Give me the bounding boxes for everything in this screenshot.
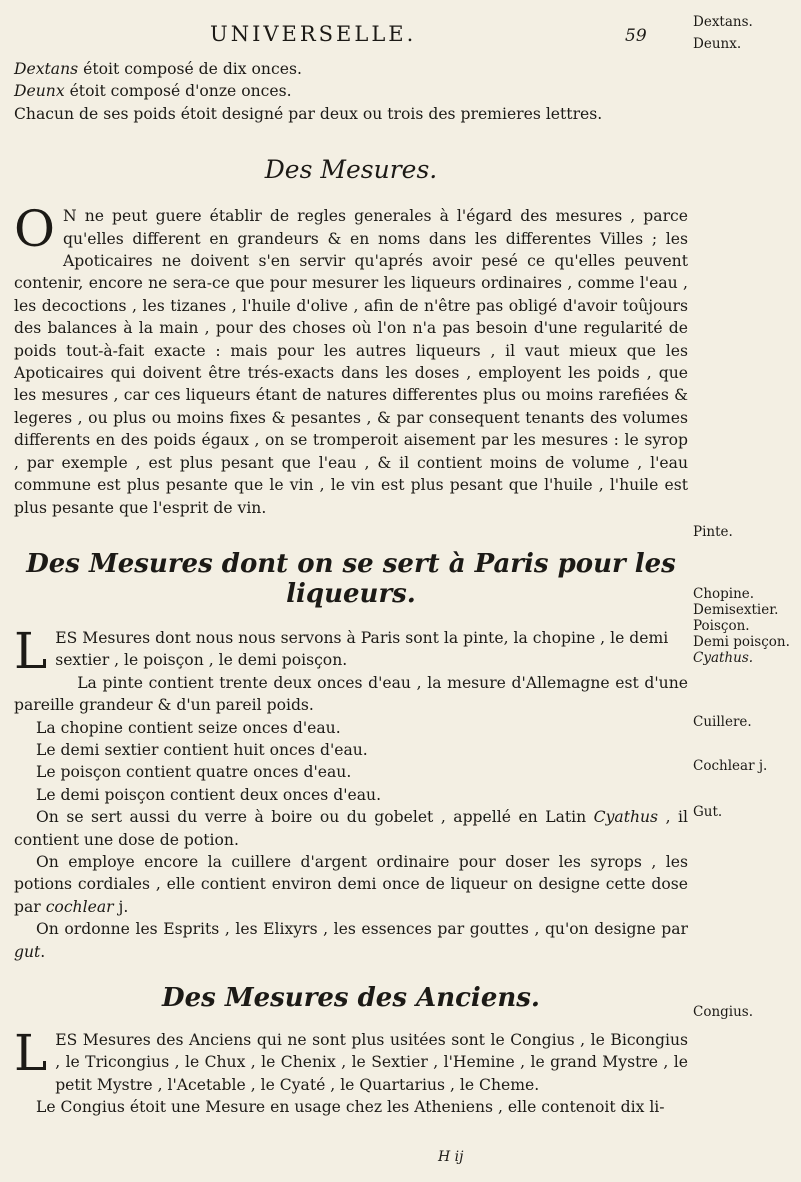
margin-note-group [693,586,801,666]
dropcap-l-anciens: L [14,1024,48,1082]
margin-note-dextans [693,14,801,30]
signature-mark: H ij [438,1149,464,1165]
intro-line-2 [14,80,688,102]
term-cochlear: cochlear [45,897,114,916]
term-cyathus: Cyathus [593,808,659,827]
paragraph-mesures-text: N ne peut guere établir de regles generales à l'égard des mesures , parce qu'elles different en grandeurs & en noms dans les differentes Villes ; les Apoticaires ne doivent s'en servir qu'aprés avoir pesé ce qu'elles peuvent contenir, encore ne sera-ce que pour mesurer les liqueurs ordinaires , comme l'eau , les decoctions , les tizanes , l'huile d'olive , afin de n'être pas obligé d'avoir toûjours des balances à la main , pour des choses où l'on n'a pas besoin d'une regularité de poids tout-à-fait exacte : mais pour les autres liqueurs , il vaut mieux que les Apoticaires qui doivent être trés-exacts dans les doses , employent les poids , que les mesures , car ces liqueurs étant de natures differentes plus ou moins rarefiées & legeres , ou plus ou moins fixes & pesantes , & par consequent tenants des volumes differents en des poids égaux , on se tromperoit aisement par les mesures : le syrop , par exemple , est plus pesant que l'eau , & il contient moins de volume , l'eau commune est plus pesante que le vin , le vin est plus pesant que l'huile , l'huile est plus pesante que l'esprit de vin. [14,207,688,517]
margin-note-cuillere [693,714,801,730]
line-demi-sextier: Le demi sextier contient huit onces d'eau. [36,740,368,759]
page-number: 59 [625,26,647,46]
margin-cuillere-text: Cuillere. [693,714,752,730]
main-text [14,58,688,1119]
line-cyathus [14,806,688,851]
paragraph-anciens-text: ES Mesures des Anciens qui ne sont plus usitées sont le Congius , le Bicongius , le Tricongius , le Chux , le Chenix , le Sextier , l'Hemine , le grand Mystre , le petit Mystre , l'Acetable , le Cyaté , le Quartarius , le Cheme. [55,1031,688,1094]
heading-mesures-anciens: Des Mesures des Anciens. [162,983,540,1013]
dropcap-o: O [14,200,55,259]
cyathus-text-a: On se sert aussi du verre à boire ou du gobelet , appellé en Latin [36,808,594,827]
page-footer [0,1149,801,1171]
intro-line-1-text: étoit composé de dix onces. [78,60,302,78]
line-poisson: Le poisçon contient quatre onces d'eau. [36,763,352,782]
margin-note-cochlear [693,758,801,774]
margin-deunx-text: Deunx. [693,36,742,52]
line-chopine: La chopine contient seize onces d'eau. [36,718,341,737]
gut-text-a: On ordonne les Esprits , les Elixyrs , les essences par gouttes , qu'on designe par [36,920,688,939]
line-demi-poisson: Le demi poisçon contient deux onces d'eau. [36,785,382,804]
paris-measures-list [14,621,688,963]
paragraph-paris-intro [14,621,688,680]
paragraph-mesures [14,200,688,519]
line-cuillere [14,851,688,918]
cuillere-text-b: j. [113,897,129,916]
gut-text-b: . [40,942,46,961]
running-head [0,22,801,50]
line-pinte: La pinte contient trente deux onces d'eau , la mesure d'Allemagne est d'une pareille grandeur & d'un pareil poids. [14,673,688,715]
margin-congius-text: Congius. [693,1004,754,1020]
running-title: UNIVERSELLE. [210,22,417,46]
margin-note-gut [693,804,801,820]
margin-cyathus-text: Cyathus. [693,650,754,666]
term-dextans: Dextans [14,60,79,78]
intro-line-1 [14,58,688,80]
intro-line-2-text: étoit composé d'onze onces. [64,82,292,101]
margin-demisextier-text: Demisextier. [693,602,779,618]
margin-dextans-text: Dextans. [693,14,753,30]
term-gut: gut [14,942,41,961]
dropcap-l: L [14,621,48,680]
margin-demipoisson-text: Demi poisçon. [693,634,790,650]
margin-note-pinte [693,524,801,540]
margin-note-deunx [693,36,801,52]
line-congius: Le Congius étoit une Mesure en usage chez les Atheniens , elle contenoit dix li- [36,1098,665,1117]
term-deunx: Deunx [14,82,65,101]
heading-mesures-paris: Des Mesures dont on se sert à Paris pour les liqueurs. [26,548,676,609]
line-gut [14,918,688,963]
margin-gut-text: Gut. [693,804,723,820]
cuillere-text-a: On employe encore la cuillere d'argent ordinaire pour doser les syrops , les potions cordiales , elle contient environ demi once de liqueur on designe cette dose par [14,852,688,916]
margin-poisson-text: Poisçon. [693,618,750,634]
margin-cochlear-text: Cochlear j. [693,758,768,774]
paris-intro-text: ES Mesures dont nous nous servons à Paris sont la pinte, la chopine , le demi sextier , le poisçon , le demi poisçon. [55,628,669,670]
paragraph-anciens [14,1024,688,1096]
cyathus-text-b: , il contient une dose de potion. [14,808,688,849]
intro-line-3: Chacun de ses poids étoit designé par deux ou trois des premieres lettres. [14,104,603,123]
margin-pinte-text: Pinte. [693,524,733,540]
margin-chopine-text: Chopine. [693,586,755,602]
heading-des-mesures: Des Mesures. [264,155,438,185]
margin-note-congius [693,1004,801,1020]
